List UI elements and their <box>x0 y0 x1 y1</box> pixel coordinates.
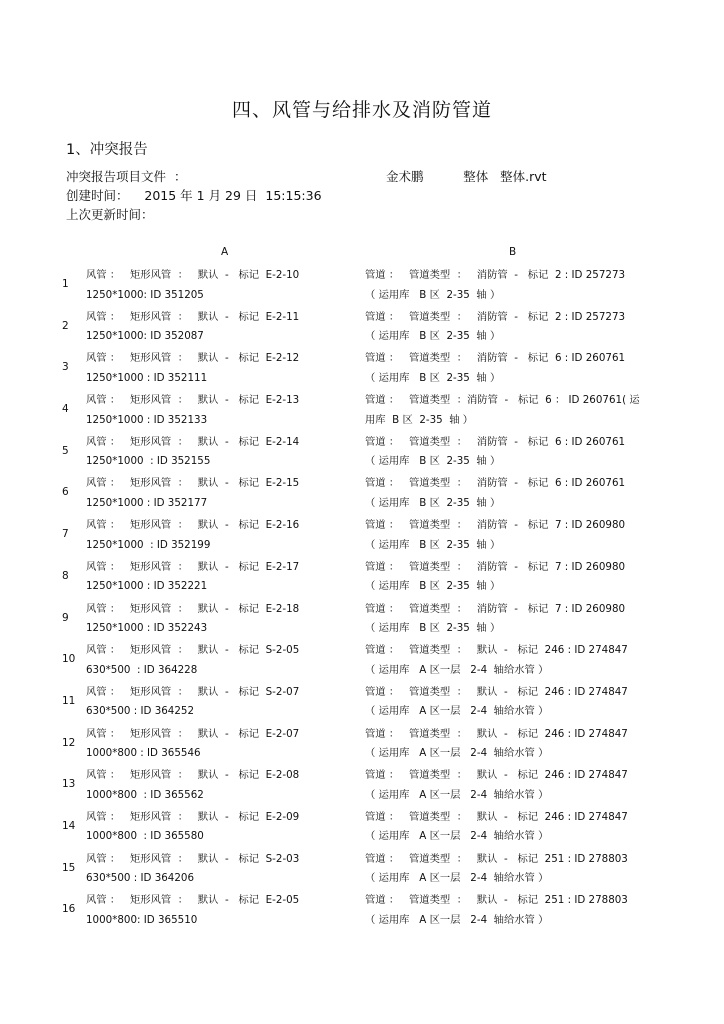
element-b-line-1: 管道 ： 管道类型 ： 消防管 - 标记 7 : ID 260980 <box>365 560 626 573</box>
element-b-line-1: 管道 ： 管道类型 ： 消防管 - 标记 2 : ID 257273 <box>365 310 626 323</box>
row-number: 1 <box>62 278 69 290</box>
element-a-line-1: 风管 ： 矩形风管 ： 默认 - 标记 S-2-03 <box>86 852 300 865</box>
element-b <box>365 474 661 513</box>
row-number: 3 <box>62 361 69 374</box>
element-b <box>365 766 661 805</box>
element-b-line-2: （ 运用库 B 区 2-35 轴 ） <box>365 622 501 634</box>
row-number: 12 <box>62 736 76 749</box>
element-b-line-1: 管道 ： 管道类型 ： 默认 - 标记 246 : ID 274847 <box>365 727 628 740</box>
last-updated-time: 上次更新时间： <box>66 207 154 222</box>
element-b <box>365 683 661 722</box>
element-b-line-1: 管道 ： 管道类型 ： 消防管 - 标记 6 : ID 260761 <box>365 477 626 490</box>
clash-table <box>62 266 662 933</box>
row-number: 6 <box>62 486 69 499</box>
element-a-line-1: 风管 ： 矩形风管 ： 默认 - 标记 E-2-17 <box>86 560 300 573</box>
element-b-line-2: （ 运用库 A 区一层 2-4 轴给水管 ） <box>365 705 549 718</box>
element-b <box>365 725 661 764</box>
element-b <box>365 558 661 597</box>
element-b-line-2: （ 运用库 B 区 2-35 轴 ） <box>365 538 501 551</box>
row-number: 16 <box>62 903 76 916</box>
element-b <box>365 391 661 430</box>
element-a-line-2: 1000*800: ID 365510 <box>86 913 198 926</box>
element-a-line-1: 风管 ： 矩形风管 ： 默认 - 标记 S-2-07 <box>86 685 300 698</box>
section-heading: 1、冲突报告 <box>66 142 148 158</box>
element-a-line-1: 风管 ： 矩形风管 ： 默认 - 标记 E-2-11 <box>86 310 300 323</box>
element-b-line-2: （ 运用库 A 区一层 2-4 轴给水管 ） <box>365 788 549 801</box>
table-row <box>62 891 662 933</box>
element-a-line-1: 风管 ： 矩形风管 ： 默认 - 标记 E-2-12 <box>86 352 300 365</box>
element-a <box>86 683 341 722</box>
element-a-line-1: 风管 ： 矩形风管 ： 默认 - 标记 E-2-10 <box>86 269 300 281</box>
element-a-line-2: 1000*800 : ID 365580 <box>86 830 204 843</box>
table-row <box>62 600 662 642</box>
element-b-line-1: 管道 ： 管道类型 ： 默认 - 标记 251 : ID 278803 <box>365 852 628 865</box>
table-row <box>62 558 662 600</box>
element-b <box>365 433 661 472</box>
report-file-value: 金术鹏 整体 整体.rvt <box>386 169 547 184</box>
element-a-line-2: 1250*1000: ID 352087 <box>86 330 204 343</box>
element-a-line-2: 1250*1000 : ID 352243 <box>86 622 208 634</box>
element-b-line-2: 用库 B 区 2-35 轴 ） <box>365 413 474 426</box>
table-row <box>62 766 662 808</box>
element-a <box>86 766 341 805</box>
element-b-line-2: （ 运用库 B 区 2-35 轴 ） <box>365 288 501 301</box>
element-b-line-2: （ 运用库 A 区一层 2-4 轴给水管 ） <box>365 913 549 926</box>
element-a <box>86 474 341 513</box>
element-a-line-2: 630*500 : ID 364252 <box>86 705 195 718</box>
element-a-line-2: 1250*1000 : ID 352111 <box>86 371 208 384</box>
element-a <box>86 891 341 930</box>
element-b-line-1: 管道 ： 管道类型 ： 消防管 - 标记 6 : ID 260761 <box>365 435 626 448</box>
element-b-line-1: 管道 ： 管道类型 ： 默认 - 标记 246 : ID 274847 <box>365 769 628 782</box>
element-b-line-2: （ 运用库 A 区一层 2-4 轴给水管 ） <box>365 747 549 760</box>
element-b-line-2: （ 运用库 B 区 2-35 轴 ） <box>365 580 501 593</box>
element-a <box>86 725 341 764</box>
element-a-line-2: 1250*1000 : ID 352221 <box>86 580 208 593</box>
row-number: 13 <box>62 778 76 791</box>
element-a-line-2: 1250*1000 : ID 352155 <box>86 455 211 468</box>
table-row <box>62 266 662 308</box>
row-number: 8 <box>62 569 69 582</box>
element-b-line-1: 管道 ： 管道类型 ： 消防管 - 标记 7 : ID 260980 <box>365 602 626 615</box>
row-number: 15 <box>62 861 76 874</box>
element-b-line-1: 管道 ： 管道类型 ： 默认 - 标记 246 : ID 274847 <box>365 685 628 698</box>
element-a-line-2: 1000*800 : ID 365562 <box>86 788 204 801</box>
element-a-line-1: 风管 ： 矩形风管 ： 默认 - 标记 E-2-16 <box>86 519 300 532</box>
element-a-line-1: 风管 ： 矩形风管 ： 默认 - 标记 E-2-18 <box>86 602 300 615</box>
element-a-line-1: 风管 ： 矩形风管 ： 默认 - 标记 E-2-07 <box>86 727 300 740</box>
element-b-line-1: 管道 ： 管道类型 ：消防管 - 标记 6 ： ID 260761( 运 <box>365 394 640 407</box>
element-a <box>86 600 341 639</box>
element-a-line-2: 630*500 : ID 364228 <box>86 663 198 676</box>
table-row <box>62 433 662 475</box>
element-b-line-1: 管道 ： 管道类型 ： 消防管 - 标记 7 : ID 260980 <box>365 519 626 532</box>
element-a-line-1: 风管 ： 矩形风管 ： 默认 - 标记 E-2-14 <box>86 435 300 448</box>
element-b <box>365 308 661 347</box>
table-row <box>62 516 662 558</box>
table-row <box>62 725 662 767</box>
element-a <box>86 808 341 847</box>
column-a-header: A <box>221 246 229 258</box>
element-b <box>365 641 661 680</box>
element-b-line-1: 管道 ： 管道类型 ： 默认 - 标记 246 : ID 274847 <box>365 644 628 657</box>
element-a <box>86 391 341 430</box>
element-a-line-1: 风管 ： 矩形风管 ： 默认 - 标记 S-2-05 <box>86 644 300 657</box>
element-a-line-2: 1250*1000 : ID 352177 <box>86 496 208 509</box>
element-b-line-1: 管道 ： 管道类型 ： 消防管 - 标记 6 : ID 260761 <box>365 352 626 365</box>
table-row <box>62 391 662 433</box>
row-number: 4 <box>62 403 69 416</box>
element-a <box>86 641 341 680</box>
element-a-line-1: 风管 ： 矩形风管 ： 默认 - 标记 E-2-09 <box>86 810 300 823</box>
report-file-label: 冲突报告项目文件 ： <box>66 169 187 184</box>
element-a-line-2: 630*500 : ID 364206 <box>86 872 195 885</box>
table-row <box>62 308 662 350</box>
element-b-line-2: （ 运用库 B 区 2-35 轴 ） <box>365 455 501 468</box>
row-number: 10 <box>62 653 76 666</box>
table-row <box>62 683 662 725</box>
created-time: 创建时间： 2015 年 1 月 29 日 15:15:36 <box>66 188 322 203</box>
element-a <box>86 349 341 388</box>
row-number: 9 <box>62 611 69 624</box>
element-a <box>86 558 341 597</box>
element-a-line-1: 风管 ： 矩形风管 ： 默认 - 标记 E-2-13 <box>86 394 300 407</box>
row-number: 7 <box>62 528 69 541</box>
element-b-line-2: （ 运用库 B 区 2-35 轴 ） <box>365 371 501 384</box>
element-b <box>365 516 661 555</box>
element-b-line-1: 管道 ： 管道类型 ： 消防管 - 标记 2 : ID 257273 <box>365 269 626 281</box>
element-a-line-2: 1250*1000 : ID 352199 <box>86 538 211 551</box>
element-b-line-1: 管道 ： 管道类型 ： 默认 - 标记 251 : ID 278803 <box>365 894 628 907</box>
element-a <box>86 850 341 889</box>
element-b-line-1: 管道 ： 管道类型 ： 默认 - 标记 246 : ID 274847 <box>365 810 628 823</box>
row-number: 2 <box>62 319 69 332</box>
row-number: 5 <box>62 444 69 457</box>
page-title: 四、风管与给排水及消防管道 <box>231 99 492 121</box>
table-row <box>62 474 662 516</box>
element-a-line-1: 风管 ： 矩形风管 ： 默认 - 标记 E-2-05 <box>86 894 300 907</box>
element-a-line-2: 1250*1000: ID 351205 <box>86 288 204 301</box>
table-row <box>62 349 662 391</box>
row-number: 11 <box>62 694 76 707</box>
element-b <box>365 349 661 388</box>
element-b <box>365 850 661 889</box>
element-b-line-2: （ 运用库 B 区 2-35 轴 ） <box>365 496 501 509</box>
table-row <box>62 641 662 683</box>
element-a <box>86 516 341 555</box>
row-number: 14 <box>62 819 76 832</box>
element-a-line-1: 风管 ： 矩形风管 ： 默认 - 标记 E-2-15 <box>86 477 300 490</box>
element-a-line-2: 1250*1000 : ID 352133 <box>86 413 208 426</box>
element-b <box>365 266 661 305</box>
column-b-header: B <box>509 246 517 258</box>
element-b-line-2: （ 运用库 A 区一层 2-4 轴给水管 ） <box>365 872 549 885</box>
element-b-line-2: （ 运用库 A 区一层 2-4 轴给水管 ） <box>365 830 549 843</box>
table-row <box>62 808 662 850</box>
element-b-line-2: （ 运用库 A 区一层 2-4 轴给水管 ） <box>365 663 549 676</box>
element-b <box>365 808 661 847</box>
element-a-line-2: 1000*800 : ID 365546 <box>86 747 201 760</box>
element-b <box>365 891 661 930</box>
element-b <box>365 600 661 639</box>
element-a <box>86 308 341 347</box>
element-b-line-2: （ 运用库 B 区 2-35 轴 ） <box>365 330 501 343</box>
element-a <box>86 433 341 472</box>
element-a-line-1: 风管 ： 矩形风管 ： 默认 - 标记 E-2-08 <box>86 769 300 782</box>
table-row <box>62 850 662 892</box>
element-a <box>86 266 341 305</box>
